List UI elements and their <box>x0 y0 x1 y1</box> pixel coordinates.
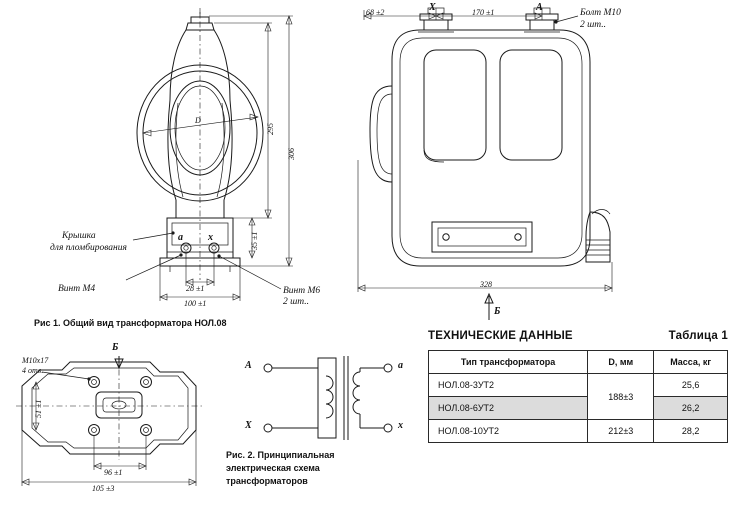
technical-data-block <box>428 330 728 443</box>
bottom-view-mark-b: Б <box>112 342 119 353</box>
schem-terminal-a: а <box>398 360 403 371</box>
mark-a-side: А <box>536 2 543 13</box>
callout-cover-line1: Крышка <box>62 231 96 241</box>
dim-170: 170 ±1 <box>472 8 495 17</box>
cell-mass: 26,2 <box>654 397 728 420</box>
dim-105: 105 ±3 <box>92 484 115 493</box>
callout-screw-m4: Винт М4 <box>58 284 96 294</box>
dim-100: 100 ±1 <box>184 299 207 308</box>
dim-35: 35 ±1 <box>250 231 259 250</box>
fig2-caption-line2: электрическая схема <box>226 463 320 473</box>
dim-306: 306 <box>287 148 296 160</box>
callout-screw-m6-line1: Винт М6 <box>283 286 321 296</box>
cell-type: НОЛ.08-3УТ2 <box>429 374 588 397</box>
dim-96: 96 ±1 <box>104 468 123 477</box>
mark-x-side: Х <box>429 2 436 13</box>
schem-terminal-A: А <box>245 360 252 371</box>
table-row <box>429 397 728 420</box>
callout-bolt-m10-line1: Болт М10 <box>580 8 621 18</box>
fig-bottom-view <box>16 356 202 486</box>
fig2-caption-line3: трансформаторов <box>226 476 308 486</box>
callout-screw-m6-line2: 2 шт.. <box>283 297 310 307</box>
schem-terminal-X: Х <box>245 420 252 431</box>
schem-terminal-x: x <box>398 420 403 431</box>
callout-bolt-m10-line2: 2 шт.. <box>580 20 607 30</box>
fig1-caption: Рис 1. Общий вид трансформатора НОЛ.08 <box>34 318 227 328</box>
cell-type: НОЛ.08-6УТ2 <box>429 397 588 420</box>
cell-mass: 25,6 <box>654 374 728 397</box>
dim-68: 68 ±2 <box>366 8 385 17</box>
fig2-caption-line1: Рис. 2. Принципиальная <box>226 450 335 460</box>
table-header-row <box>429 351 728 374</box>
fig1-front-view <box>126 8 293 301</box>
technical-data-table <box>428 350 728 443</box>
cell-mass: 28,2 <box>654 420 728 443</box>
table-row <box>429 420 728 443</box>
col-header-type: Тип трансформатора <box>429 351 588 374</box>
note-m10x17-line1: М10х17 <box>22 356 49 365</box>
terminal-label-a: а <box>178 232 183 243</box>
tech-title: ТЕХНИЧЕСКИЕ ДАННЫЕ <box>428 330 573 342</box>
table-number-label: Таблица 1 <box>668 330 728 342</box>
fig2-schematic <box>264 356 392 440</box>
note-m10x17-line2: 4 отв. <box>22 366 44 375</box>
dim-295: 295 <box>266 123 275 135</box>
col-header-mass: Масса, кг <box>654 351 728 374</box>
terminal-label-x: x <box>208 232 213 243</box>
col-header-d: D, мм <box>588 351 654 374</box>
dim-328: 328 <box>480 280 492 289</box>
dim-28: 28 ±1 <box>186 284 205 293</box>
mark-b-section: Б <box>494 306 501 317</box>
dim-51: 51 ±1 <box>34 399 43 418</box>
cell-type: НОЛ.08-10УТ2 <box>429 420 588 443</box>
table-row <box>429 374 728 397</box>
callout-cover-line2: для пломбирования <box>50 243 127 253</box>
fig1-side-view <box>358 8 612 320</box>
cell-d: 212±3 <box>588 420 654 443</box>
cell-d: 188±3 <box>588 374 654 420</box>
dim-diameter-d: D <box>195 116 201 125</box>
